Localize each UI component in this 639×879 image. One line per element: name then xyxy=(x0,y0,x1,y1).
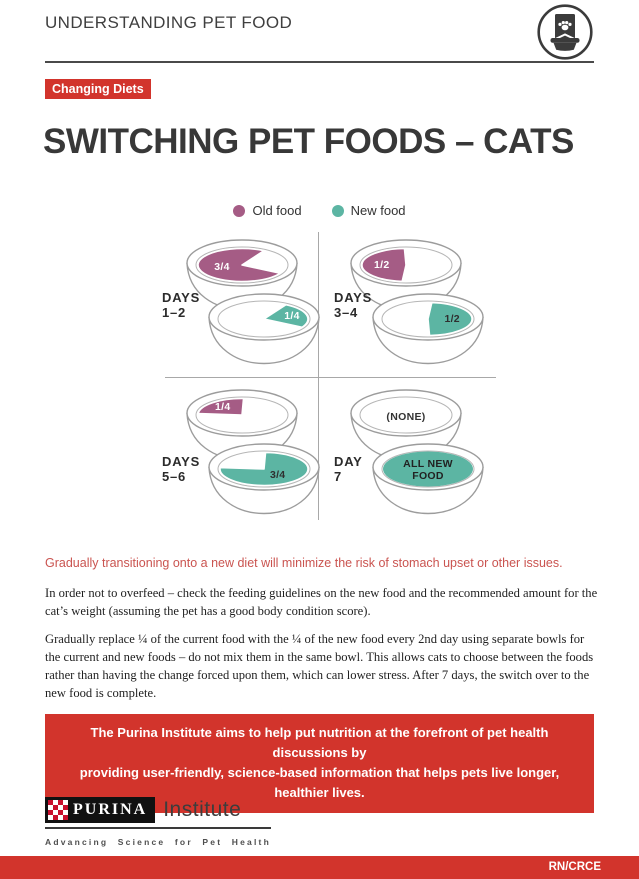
legend-item-new-food xyxy=(332,203,406,218)
checkerboard-icon xyxy=(48,800,68,820)
paragraph: Gradually replace ¼ of the current food with the ¼ of the new food every 2nd day using separate bowls for the current and new foods – do not mix them in the same bowl. This allows cats to choose between the foods rather than having the change forced upon them, which can lower stress. After 7 days, the switch over to the new food is complete. xyxy=(45,631,594,701)
day-label: DAY 7 xyxy=(334,454,363,485)
svg-text:3/4: 3/4 xyxy=(214,261,230,274)
tagline: Advancing Science for Pet Health xyxy=(45,837,271,847)
quadrant-days-5-6 xyxy=(158,379,322,525)
page-title: SWITCHING PET FOODS – CATS xyxy=(43,122,574,161)
statement-line: providing user-friendly, science-based information that helps pets live longer, healthier lives. xyxy=(79,765,560,801)
tagline-wrap xyxy=(45,827,271,850)
day-label: DAYS 5–6 xyxy=(162,454,201,485)
legend-item-old-food xyxy=(233,203,301,218)
bowl-svg xyxy=(322,379,486,525)
svg-text:ALL NEW: ALL NEW xyxy=(403,458,453,470)
quadrant-days-1-2 xyxy=(158,229,322,375)
bottom-bar xyxy=(0,856,639,879)
legend xyxy=(0,203,639,218)
svg-text:3/4: 3/4 xyxy=(269,468,286,481)
new-food-dot xyxy=(332,205,344,217)
institute-label: Institute xyxy=(163,798,242,821)
quadrant-day-7 xyxy=(322,379,486,525)
svg-text:1/4: 1/4 xyxy=(284,310,300,323)
legend-label-new: New food xyxy=(350,203,406,218)
svg-text:FOOD: FOOD xyxy=(412,470,444,482)
statement-line: The Purina Institute aims to help put nutrition at the forefront of pet health discussions by xyxy=(90,725,549,761)
header-title: UNDERSTANDING PET FOOD xyxy=(45,13,293,32)
header-divider xyxy=(45,61,594,63)
logo-row xyxy=(45,797,271,823)
quadrant-days-3-4 xyxy=(322,229,486,375)
day-label: DAYS 1–2 xyxy=(162,290,201,321)
bowl-svg xyxy=(158,379,322,525)
svg-text:1/2: 1/2 xyxy=(374,258,390,271)
purina-logo xyxy=(45,797,155,823)
old-food-dot xyxy=(233,205,245,217)
doc-code: RN/CRCE xyxy=(548,861,601,873)
svg-text:(NONE): (NONE) xyxy=(386,411,426,423)
purina-wordmark: PURINA xyxy=(73,801,148,818)
pet-food-bag-bowl-icon xyxy=(536,3,594,61)
paragraph: In order not to overfeed – check the feeding guidelines on the new food and the recommended amount for the cat’s weight (assuming the pet has a good body condition score). xyxy=(45,586,598,619)
diagram-horizontal-divider xyxy=(165,377,496,378)
legend-label-old: Old food xyxy=(252,203,302,218)
day-label: DAYS 3–4 xyxy=(334,290,373,321)
footer-logo xyxy=(45,797,271,850)
bowl-diagram xyxy=(322,379,486,525)
section-badge: Changing Diets xyxy=(45,79,151,99)
svg-text:1/2: 1/2 xyxy=(444,313,460,326)
bowl-diagram xyxy=(158,379,322,525)
svg-text:1/4: 1/4 xyxy=(215,400,231,413)
key-message: Gradually transitioning onto a new diet will minimize the risk of stomach upset or other issues. xyxy=(45,556,563,570)
